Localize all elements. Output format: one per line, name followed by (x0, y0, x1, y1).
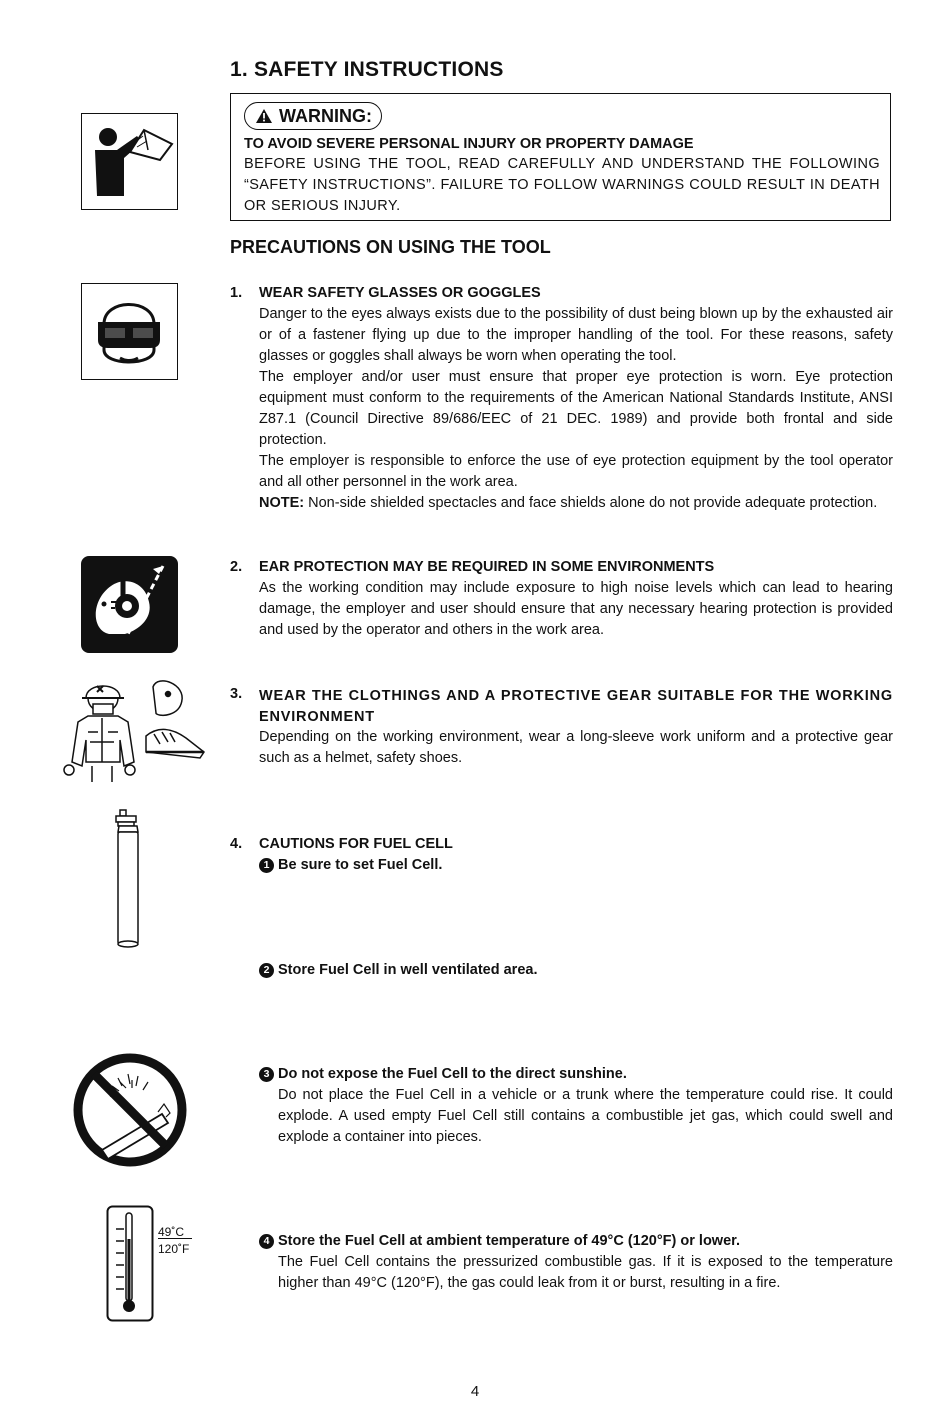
bullet-4: 4 (259, 1234, 274, 1249)
fuel-cell-item-2 (259, 962, 537, 978)
thermometer-icon (106, 1205, 156, 1323)
section-2-body: As the working condition may include exposure to high noise levels which can lead to hearing damage, the employer and user should ensure that any necessary hearing protection is provided and used by the operator and others in the work area. (259, 580, 893, 638)
section-1-paragraph-3: The employer is responsible to enforce the use of eye protection equipment by the tool operator and all other personnel in the work area. (259, 453, 893, 490)
fuel-cell-item-4-body: The Fuel Cell contains the pressurized combustible gas. If it is exposed to the temperature higher than 49°C (120°F), the gas could leak from it or burst, resulting in a fire. (278, 1254, 893, 1291)
fuel-cell-item-3-title: Do not expose the Fuel Cell to the direct sunshine. (278, 1066, 627, 1082)
thermometer-fahrenheit: 120˚F (158, 1242, 190, 1256)
protective-gear-worker-icon (58, 676, 208, 786)
section-1-paragraph-2: The employer and/or user must ensure that proper eye protection is worn. Eye protection equipment must conform to the requirements of the American National Standards Institute, ANSI Z87.1 (Council Directive 89/686/EEC of 21 DEC. 1989) and provide both frontal and side protection. (259, 369, 893, 448)
section-4-title: CAUTIONS FOR FUEL CELL (259, 836, 453, 852)
note-text: Non-side shielded spectacles and face shields alone do not provide adequate protection. (304, 495, 878, 511)
fuel-cell-item-4-title: Store the Fuel Cell at ambient temperature of 49°C (120°F) or lower. (278, 1233, 741, 1249)
safety-goggles-icon (81, 283, 178, 380)
thermometer-celsius: 49˚C (158, 1225, 185, 1239)
fuel-cell-item-3-body: Do not place the Fuel Cell in a vehicle or a trunk where the temperature could rise. It could explode. A used empty Fuel Cell still contains a combustible jet gas, which could swell and explode a container into pieces. (278, 1087, 893, 1145)
precautions-heading: PRECAUTIONS ON USING THE TOOL (230, 237, 551, 257)
page-title: 1. SAFETY INSTRUCTIONS (230, 58, 504, 81)
section-2-title: EAR PROTECTION MAY BE REQUIRED IN SOME ENVIRONMENTS (259, 559, 715, 575)
warning-box (230, 93, 891, 221)
fuel-cell-item-1-title: Be sure to set Fuel Cell. (278, 857, 443, 873)
warning-body: BEFORE USING THE TOOL, READ CAREFULLY AND UNDERSTAND THE FOLLOWING “SAFETY INSTRUCTIONS”. FAILURE TO FOLLOW WARNINGS COULD RESULT IN DEATH OR SERIOUS INJURY. (244, 156, 880, 214)
fuel-cell-item-3 (259, 1066, 627, 1082)
warning-label (244, 102, 382, 130)
section-1-body (259, 304, 893, 514)
warning-label-text: WARNING: (279, 105, 372, 126)
page-number: 4 (470, 1383, 480, 1400)
warning-heading: TO AVOID SEVERE PERSONAL INJURY OR PROPERTY DAMAGE (244, 136, 694, 152)
fuel-cell-item-4 (259, 1233, 740, 1249)
note-label: NOTE: (259, 495, 305, 511)
section-1-paragraph-1: Danger to the eyes always exists due to the possibility of dust being blown up by the exhausted air or of a fastener flying up due to the improper handling of the tool. For these reasons, safety glasses or goggles shall always be worn when operating the tool. (259, 306, 893, 364)
fuel-cell-icon (108, 808, 148, 950)
bullet-2: 2 (259, 963, 274, 978)
thermometer-divider (158, 1238, 192, 1239)
no-sunshine-icon (72, 1052, 188, 1168)
bullet-3: 3 (259, 1067, 274, 1082)
read-manual-icon (81, 113, 178, 210)
bullet-1: 1 (259, 858, 274, 873)
section-3-title: WEAR THE CLOTHINGS AND A PROTECTIVE GEAR SUITABLE FOR THE WORKING ENVIRONMENT (259, 688, 893, 725)
section-2-number: 2. (230, 559, 243, 575)
ear-protection-icon (81, 556, 178, 653)
fuel-cell-item-1 (259, 857, 442, 873)
section-1-number: 1. (230, 285, 243, 301)
section-3-body: Depending on the working environment, wear a long-sleeve work uniform and a protective gear such as a helmet, safety shoes. (259, 729, 893, 766)
section-1-title: WEAR SAFETY GLASSES OR GOGGLES (259, 285, 541, 301)
section-1-note (259, 493, 893, 514)
warning-triangle-icon (255, 108, 273, 124)
fuel-cell-item-2-title: Store Fuel Cell in well ventilated area. (278, 962, 538, 978)
section-3-number: 3. (230, 686, 243, 702)
section-4-number: 4. (230, 836, 243, 852)
